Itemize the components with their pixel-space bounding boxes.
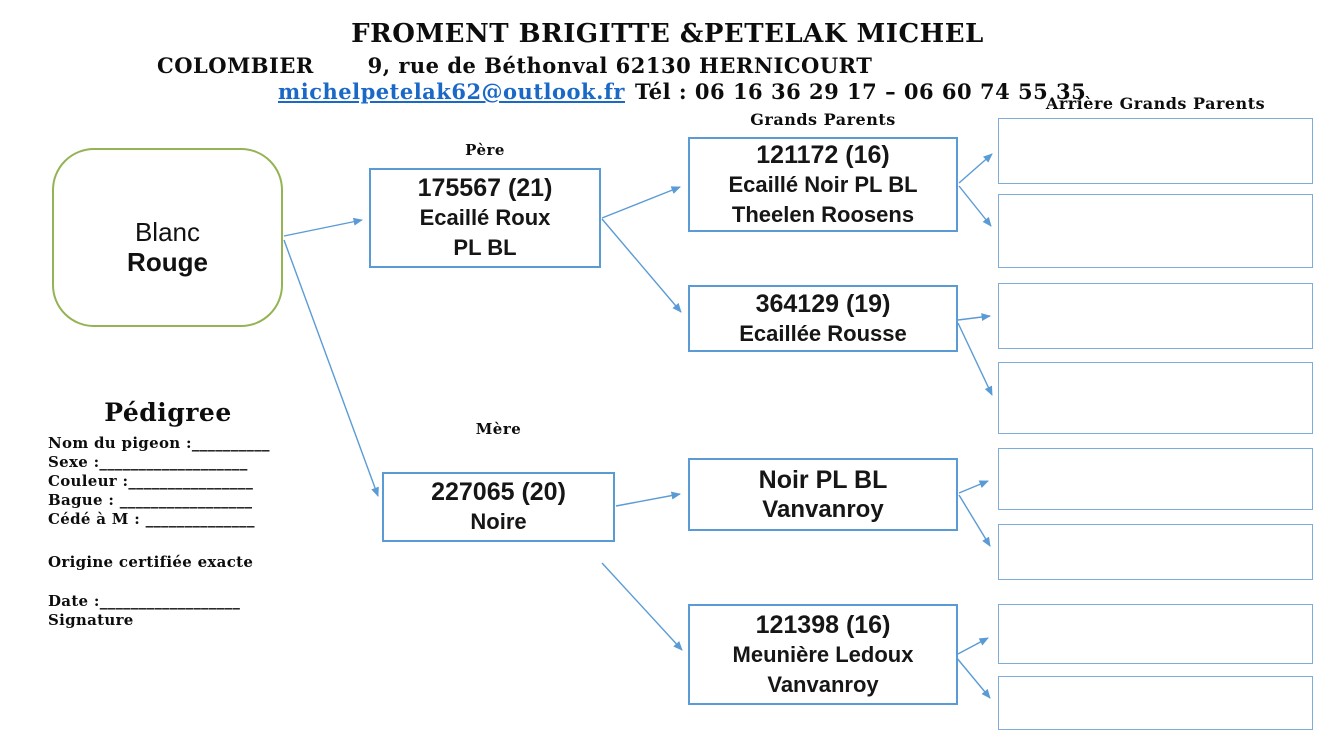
subject-color-line2: Rouge [127, 246, 208, 277]
pedigree-title: Pédigree [104, 398, 232, 427]
father-strain: PL BL [453, 235, 517, 260]
field-color: Couleur :________________ [48, 472, 254, 490]
signature-label: Signature [48, 611, 134, 629]
great-grandparent-box-8 [998, 676, 1313, 730]
field-sex: Sexe :___________________ [48, 453, 248, 471]
contact-line [278, 79, 1086, 104]
father-box [369, 168, 601, 268]
field-date: Date :__________________ [48, 592, 241, 610]
grandparent-box-4 [688, 604, 958, 705]
grandparents-column-label: Grands Parents [750, 110, 896, 129]
page-title: FROMENT BRIGITTE &PETELAK MICHEL [351, 19, 984, 49]
grandparent-box-3 [688, 458, 958, 531]
grandparent-4-color: Meunière Ledoux [732, 641, 914, 667]
field-transferred-to: Cédé à M : ______________ [48, 510, 255, 528]
great-grandparent-box-3 [998, 283, 1313, 349]
father-label: Père [465, 141, 505, 159]
great-grandparent-box-1 [998, 118, 1313, 184]
grandparent-1-strain: Theelen Roosens [731, 201, 915, 227]
mother-box [382, 472, 615, 542]
email-link[interactable]: michelpetelak62@outlook.fr [278, 79, 625, 104]
grandparent-2-ring: 364129 (19) [755, 289, 891, 318]
great-grandparent-box-7 [998, 604, 1313, 664]
grandparent-1-color: Ecaillé Noir PL BL [728, 171, 918, 197]
great-grandparent-box-6 [998, 524, 1313, 580]
subject-box [52, 148, 283, 327]
field-pigeon-name: Nom du pigeon :__________ [48, 434, 270, 452]
address-line: 9, rue de Béthonval 62130 HERNICOURT [367, 53, 873, 78]
great-grandparent-box-5 [998, 448, 1313, 510]
grandparent-3-color: Noir PL BL [758, 465, 888, 494]
great-grandparents-column-label: Arrière Grands Parents [1045, 94, 1266, 113]
loft-label: COLOMBIER [157, 53, 314, 78]
subject-color-line1: Blanc [134, 216, 201, 247]
mother-ring-number: 227065 (20) [431, 478, 566, 506]
phone-number: Tél : 06 16 36 29 17 – 06 60 74 55 35 [634, 79, 1087, 104]
father-color: Ecaillé Roux [419, 205, 551, 230]
grandparent-3-strain: Vanvanroy [762, 495, 884, 523]
grandparent-box-2 [688, 285, 958, 352]
mother-color: Noire [470, 509, 527, 534]
certification-text: Origine certifiée exacte [48, 553, 254, 571]
field-ring: Bague : _________________ [48, 491, 253, 509]
great-grandparent-box-2 [998, 194, 1313, 268]
father-ring-number: 175567 (21) [417, 174, 553, 202]
grandparent-1-ring: 121172 (16) [756, 140, 890, 169]
grandparent-2-color: Ecaillée Rousse [739, 320, 907, 346]
grandparent-4-strain: Vanvanroy [767, 671, 879, 697]
grandparent-box-1 [688, 137, 958, 232]
grandparent-4-ring: 121398 (16) [755, 610, 891, 639]
great-grandparent-box-4 [998, 362, 1313, 434]
mother-label: Mère [475, 420, 522, 438]
